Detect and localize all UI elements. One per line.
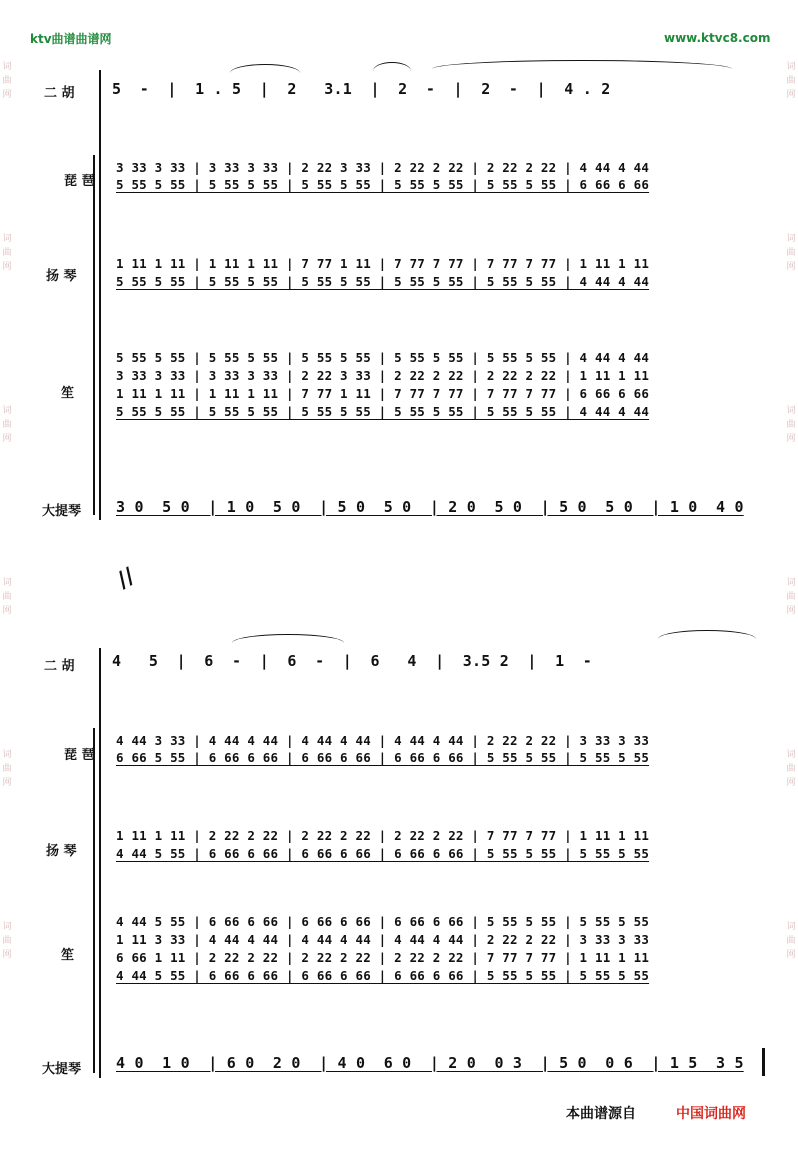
instrument-label-erhu: 二 胡 — [44, 659, 75, 674]
pipa-lower-system1: 5 55 5 55 | 5 55 5 55 | 5 55 5 55 | 5 55 5 55 | 5 55 5 55 | 6 66 6 66 — [116, 177, 650, 192]
instrument-label-erhu: 二 胡 — [44, 86, 75, 101]
site-logo-text: ktv曲谱曲谱网 — [30, 32, 112, 46]
slur-mark — [230, 64, 300, 73]
system1-bracket — [99, 70, 101, 520]
instrument-label-sheng: 笙 — [61, 386, 75, 401]
yangqin-lower-system2: 4 44 5 55 | 6 66 6 66 | 6 66 6 66 | 6 66 6 66 | 5 55 5 55 | 5 55 5 55 — [116, 846, 650, 861]
pipa-lower-system2: 6 66 5 55 | 6 66 6 66 | 6 66 6 66 | 6 66 6 66 | 5 55 5 55 | 5 55 5 55 — [116, 750, 650, 765]
pipa-upper-system1: 3 33 3 33 | 3 33 3 33 | 2 22 3 33 | 2 22 2 22 | 2 22 2 22 | 4 44 4 44 — [116, 160, 650, 175]
sheng-voice4-system2: 4 44 5 55 | 6 66 6 66 | 6 66 6 66 | 6 66 6 66 | 5 55 5 55 | 5 55 5 55 — [116, 968, 650, 983]
sheng-voice1-system1: 5 55 5 55 | 5 55 5 55 | 5 55 5 55 | 5 55 5 55 | 5 55 5 55 | 4 44 4 44 — [116, 350, 650, 365]
instrument-label-bass: 大提琴 — [42, 504, 82, 519]
slur-mark — [373, 62, 411, 71]
instrument-label-yangqin: 扬 琴 — [46, 269, 77, 284]
pipa-upper-system2: 4 44 3 33 | 4 44 4 44 | 4 44 4 44 | 4 44 4 44 | 2 22 2 22 | 3 33 3 33 — [116, 733, 650, 748]
instrument-label-yangqin: 扬 琴 — [46, 844, 77, 859]
erhu-line-system1: 5 - | 1 . 5 | 2 3.1 | 2 - | 2 - | 4 . 2 — [112, 80, 611, 98]
yangqin-upper-system1: 1 11 1 11 | 1 11 1 11 | 7 77 1 11 | 7 77 7 77 | 7 77 7 77 | 1 11 1 11 — [116, 256, 650, 271]
sheng-voice2-system1: 3 33 3 33 | 3 33 3 33 | 2 22 3 33 | 2 22 2 22 | 2 22 2 22 | 1 11 1 11 — [116, 368, 650, 383]
final-barline — [762, 1048, 765, 1076]
tie-mark — [658, 630, 756, 639]
bass-line-system1: 3 0 5 0 | 1 0 5 0 | 5 0 5 0 | 2 0 5 0 | 5 0 5 0 | 1 0 4 0 — [116, 498, 744, 516]
sheng-voice4-system1: 5 55 5 55 | 5 55 5 55 | 5 55 5 55 | 5 55 5 55 | 5 55 5 55 | 4 44 4 44 — [116, 404, 650, 419]
instrument-label-sheng: 笙 — [61, 948, 75, 963]
side-watermark-left: 词 曲 网 词 曲 网 词 曲 网 词 曲 网 词 曲 网 词 曲 网 — [2, 62, 12, 960]
system1-group-bracket — [93, 155, 95, 515]
bass-line-system2: 4 0 1 0 | 6 0 2 0 | 4 0 6 0 | 2 0 0 3 | 5 0 0 6 | 1 5 3 5 — [116, 1054, 744, 1072]
system2-bracket — [99, 648, 101, 1078]
tie-mark — [432, 60, 732, 69]
system2-group-bracket — [93, 728, 95, 1073]
instrument-label-bass: 大提琴 — [42, 1062, 82, 1077]
sheng-voice3-system1: 1 11 1 11 | 1 11 1 11 | 7 77 1 11 | 7 77 7 77 | 7 77 7 77 | 6 66 6 66 — [116, 386, 650, 401]
source-site-link[interactable]: 中国词曲网 — [676, 1106, 746, 1122]
slur-mark — [232, 634, 344, 643]
yangqin-lower-system1: 5 55 5 55 | 5 55 5 55 | 5 55 5 55 | 5 55 5 55 | 5 55 5 55 | 4 44 4 44 — [116, 274, 650, 289]
erhu-line-system2: 4 5 | 6 - | 6 - | 6 4 | 3.5 2 | 1 - — [112, 652, 592, 670]
side-watermark-right: 词 曲 网 词 曲 网 词 曲 网 词 曲 网 词 曲 网 词 曲 网 — [786, 62, 796, 960]
site-url-text: www.ktvc8.com — [664, 31, 771, 45]
sheng-voice2-system2: 1 11 3 33 | 4 44 4 44 | 4 44 4 44 | 4 44 4 44 | 2 22 2 22 | 3 33 3 33 — [116, 932, 650, 947]
instrument-label-pipa: 琵 琶 — [64, 174, 95, 189]
yangqin-upper-system2: 1 11 1 11 | 2 22 2 22 | 2 22 2 22 | 2 22 2 22 | 7 77 7 77 | 1 11 1 11 — [116, 828, 650, 843]
sheng-voice3-system2: 6 66 1 11 | 2 22 2 22 | 2 22 2 22 | 2 22 2 22 | 7 77 7 77 | 1 11 1 11 — [116, 950, 650, 965]
source-label: 本曲谱源自 — [566, 1106, 636, 1122]
sheng-voice1-system2: 4 44 5 55 | 6 66 6 66 | 6 66 6 66 | 6 66 6 66 | 5 55 5 55 | 5 55 5 55 — [116, 914, 650, 929]
section-marker: // — [112, 563, 140, 594]
instrument-label-pipa: 琵 琶 — [64, 748, 95, 763]
